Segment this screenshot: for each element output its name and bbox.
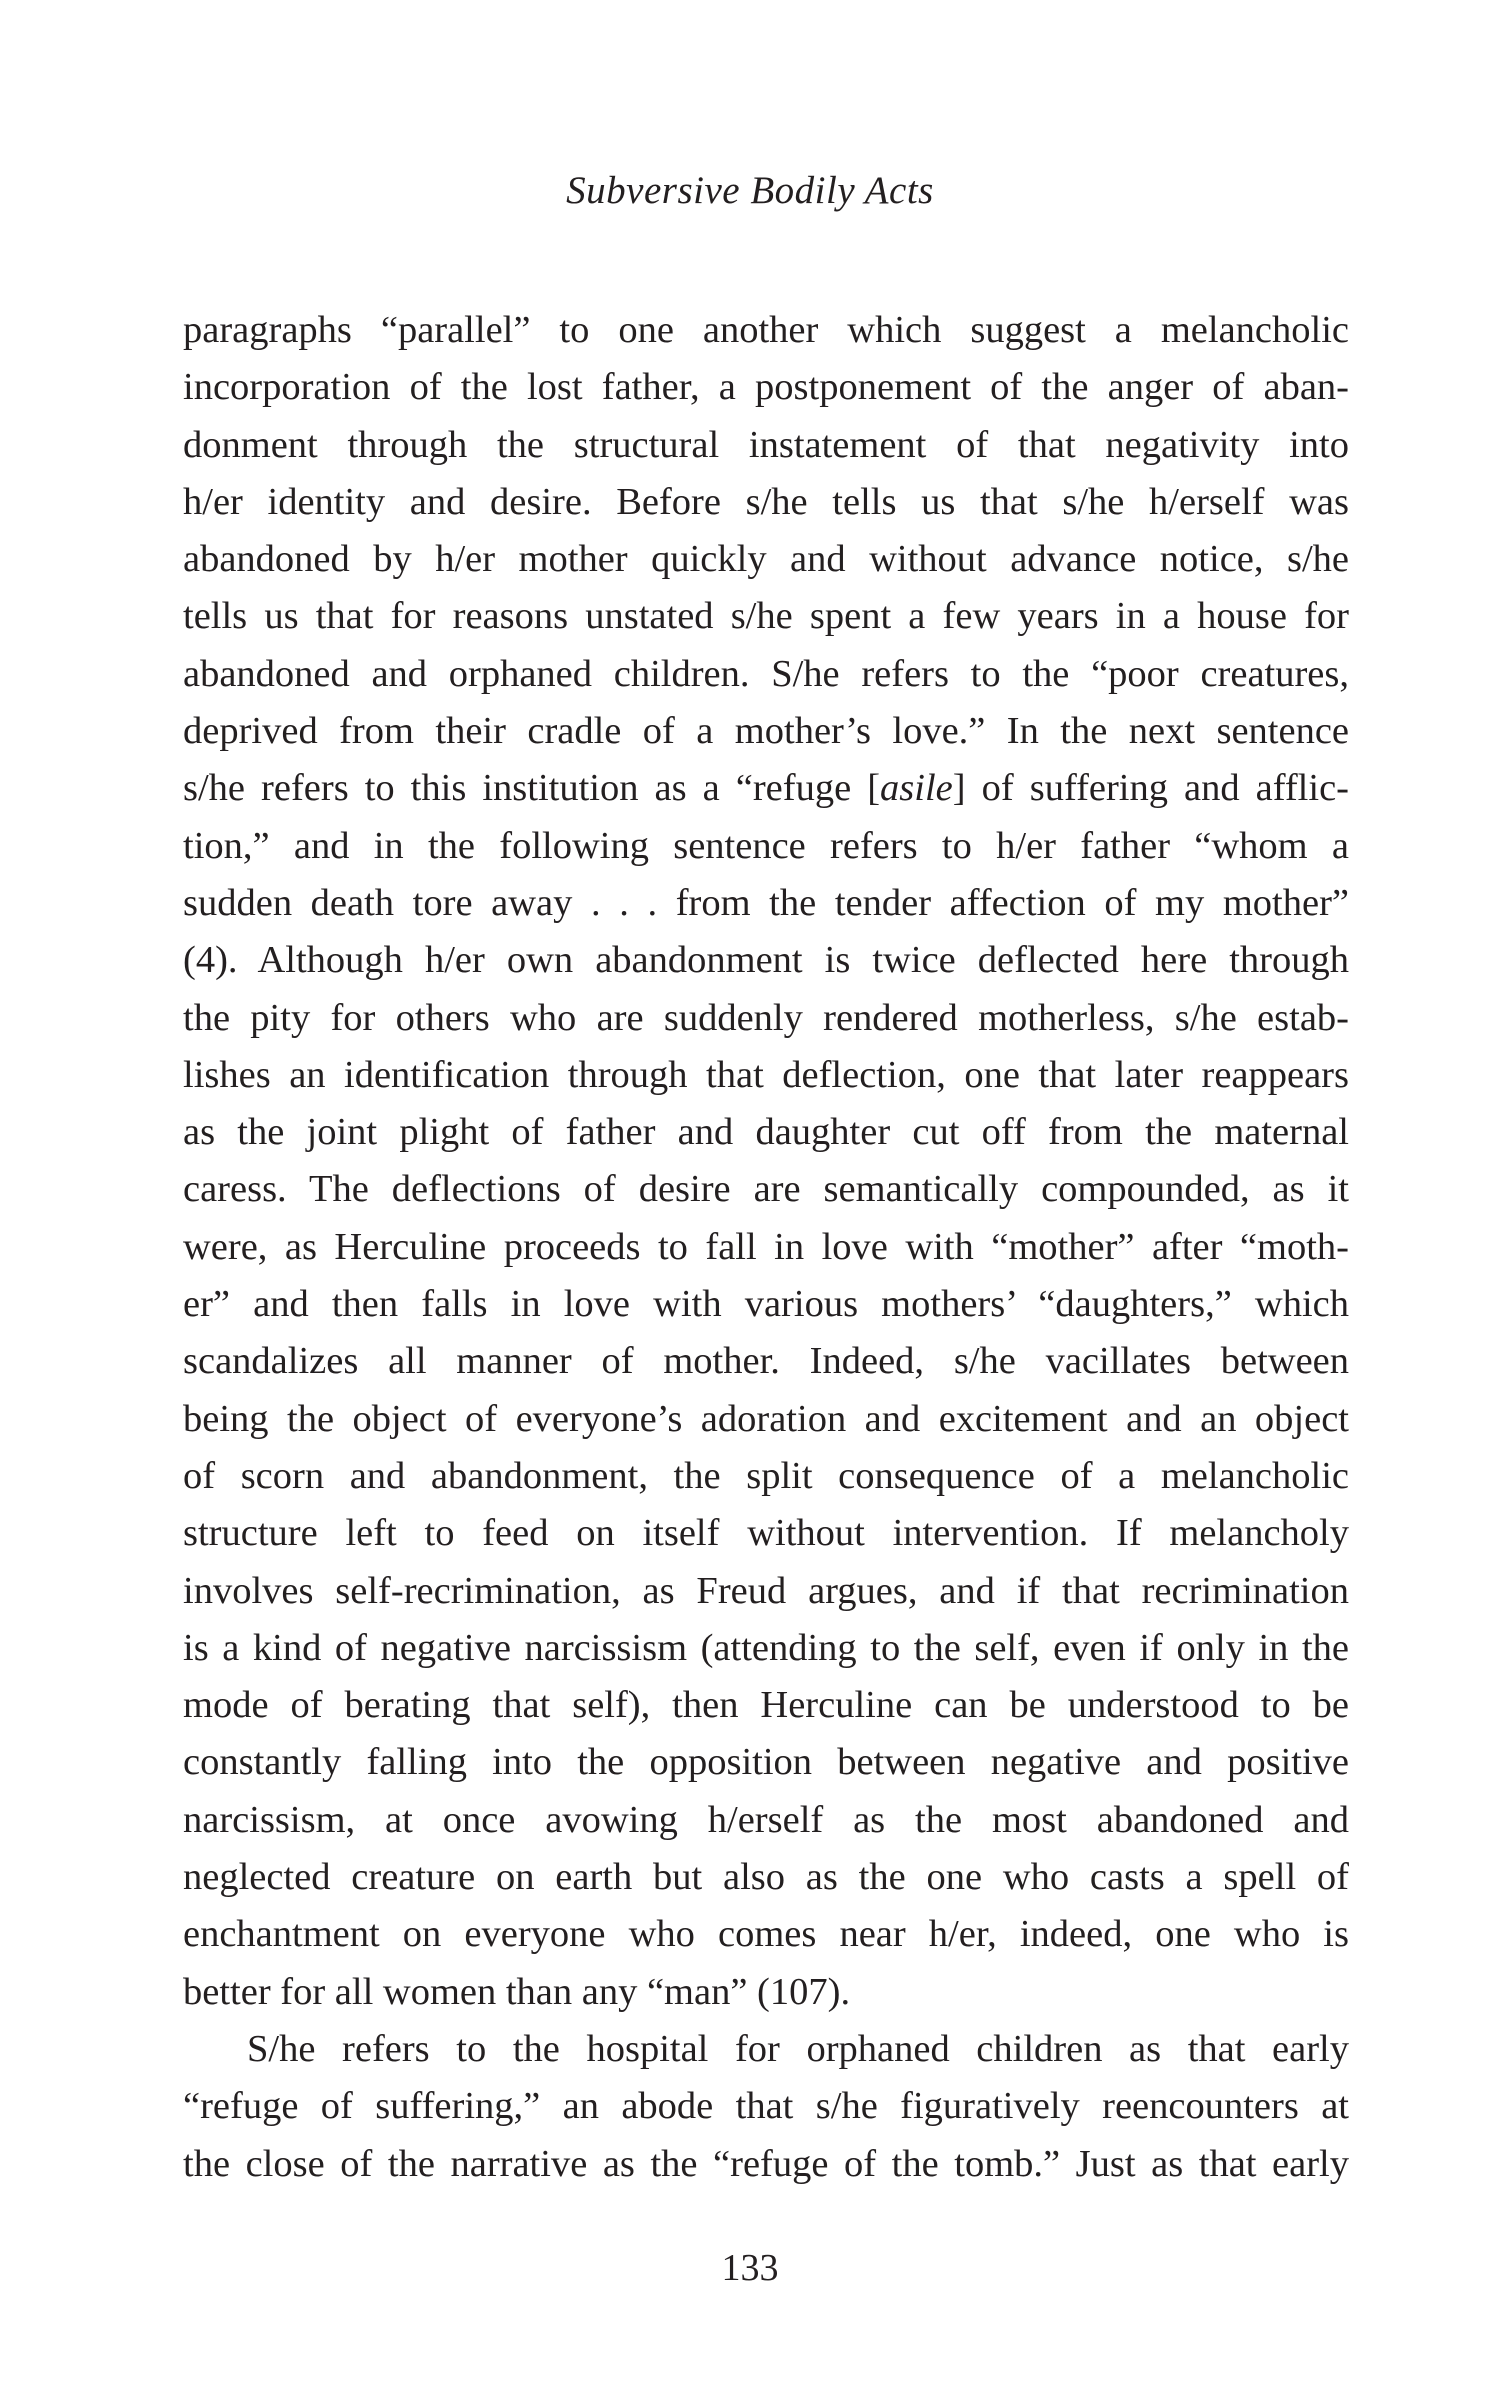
italic-term: asile (880, 767, 953, 810)
text-line: er” and then falls in love with various mothers’ “daughters,” which (183, 1283, 1349, 1326)
text-line: the close of the narrative as the “refuge of the tomb.” Just as that early (183, 2142, 1349, 2185)
text-line: were, as Herculine proceeds to fall in love with “mother” after “moth- (183, 1225, 1349, 1268)
text-line: better for all women than any “man” (107). (183, 1970, 851, 2013)
text-line: donment through the structural instatement of that negativity into (183, 423, 1349, 466)
text-segment: ] of suffering and afflic- (952, 767, 1349, 810)
text-line: constantly falling into the opposition between negative and positive (183, 1741, 1349, 1784)
text-line: paragraphs “parallel” to one another which suggest a melancholic (183, 309, 1349, 351)
text-line: deprived from their cradle of a mother’s love.” In the next sentence (183, 710, 1349, 753)
text-segment: s/he refers to this institution as a “refuge [ (183, 767, 881, 810)
text-line: scandalizes all manner of mother. Indeed, s/he vacillates between (183, 1340, 1349, 1383)
text-line: abandoned by h/er mother quickly and without advance notice, s/he (183, 538, 1349, 581)
running-head: Subversive Bodily Acts (566, 169, 934, 212)
text-line: caress. The deflections of desire are semantically compounded, as it (183, 1168, 1349, 1211)
text-line: abandoned and orphaned children. S/he refers to the “poor creatures, (183, 652, 1349, 695)
text-line: as the joint plight of father and daughter cut off from the maternal (183, 1111, 1349, 1154)
text-line: h/er identity and desire. Before s/he tells us that s/he h/erself was (183, 480, 1349, 523)
text-line: enchantment on everyone who comes near h/er, indeed, one who is (183, 1913, 1349, 1956)
text-line: S/he refers to the hospital for orphaned children as that early (247, 2027, 1349, 2070)
text-line: mode of berating that self), then Herculine can be understood to be (183, 1684, 1349, 1727)
paragraph-2 (183, 2021, 1349, 2193)
page-number: 133 (721, 2247, 779, 2289)
text-line: is a kind of negative narcissism (attending to the self, even if only in the (183, 1626, 1349, 1669)
body-text (183, 302, 1349, 2193)
paragraph-1 (183, 302, 1349, 2021)
text-line: involves self-recrimination, as Freud argues, and if that recrimination (183, 1569, 1349, 1612)
text-line: sudden death tore away . . . from the tender affection of my mother” (183, 881, 1349, 924)
text-line: the pity for others who are suddenly rendered motherless, s/he estab- (183, 996, 1349, 1039)
text-line: structure left to feed on itself without intervention. If melancholy (183, 1512, 1349, 1555)
text-line: narcissism, at once avowing h/erself as the most abandoned and (183, 1798, 1349, 1841)
text-line: being the object of everyone’s adoration and excitement and an object (183, 1397, 1349, 1440)
text-line (183, 760, 1349, 817)
text-line: of scorn and abandonment, the split consequence of a melancholic (183, 1454, 1349, 1497)
text-line: lishes an identification through that deflection, one that later reappears (183, 1053, 1349, 1096)
text-line: “refuge of suffering,” an abode that s/he figuratively reencounters at (183, 2085, 1349, 2128)
text-line: tion,” and in the following sentence refers to h/er father “whom a (183, 824, 1349, 867)
text-line: tells us that for reasons unstated s/he spent a few years in a house for (183, 595, 1349, 638)
text-line: (4). Although h/er own abandonment is twice deflected here through (183, 939, 1349, 982)
text-line: incorporation of the lost father, a postponement of the anger of aban- (183, 366, 1349, 409)
text-line: neglected creature on earth but also as the one who casts a spell of (183, 1856, 1349, 1899)
